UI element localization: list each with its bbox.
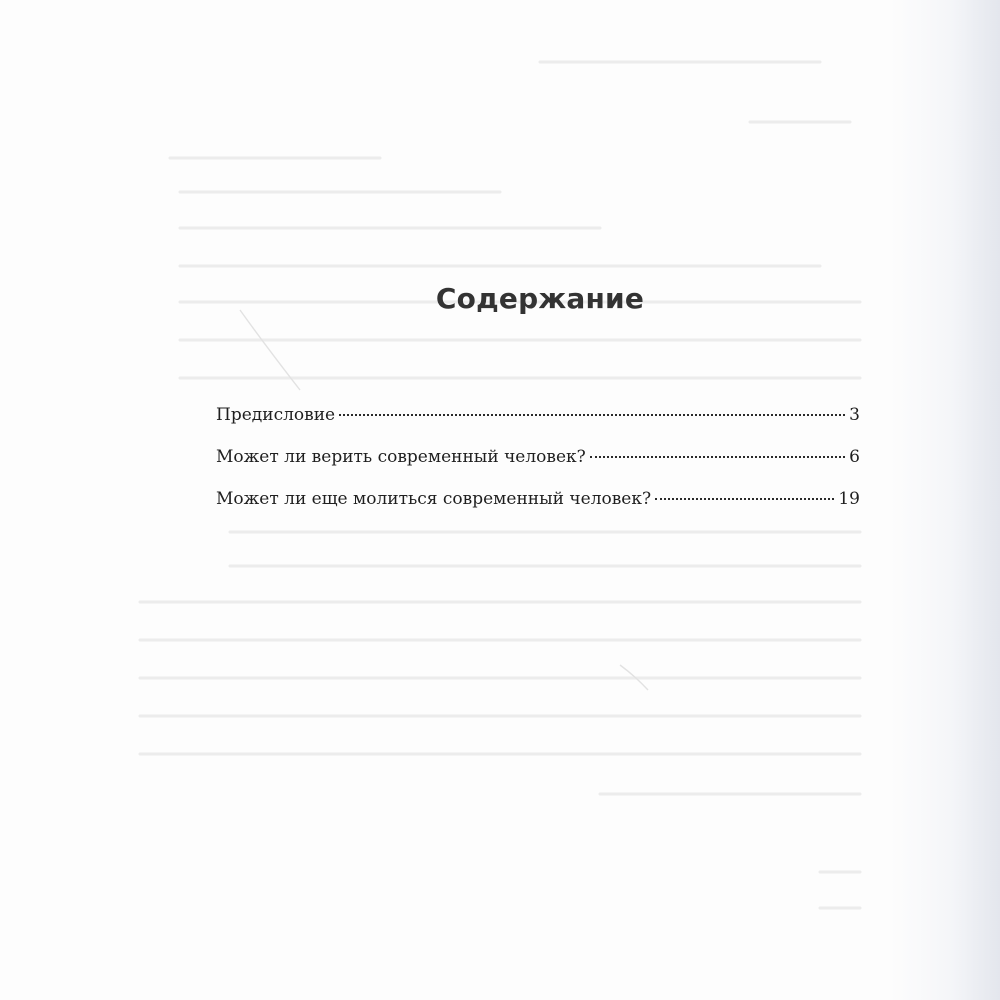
toc-entry-label: Может ли еще молиться современный человек?: [216, 489, 652, 509]
page-edge-shadow: [890, 0, 1000, 1000]
dot-leader: [339, 414, 845, 416]
toc-entry-page-number: 6: [849, 447, 860, 467]
dot-leader: [590, 456, 845, 458]
page-title: Содержание: [435, 282, 645, 315]
toc-entry-pray: [216, 489, 860, 531]
toc-entry-page-number: 3: [849, 405, 860, 425]
toc-entry-believe: [216, 447, 860, 489]
toc-entry-label: Может ли верить современный человек?: [216, 447, 586, 467]
table-of-contents: [216, 405, 860, 531]
toc-entry-page-number: 19: [838, 489, 860, 509]
toc-entry-label: Предисловие: [216, 405, 336, 425]
dot-leader: [655, 498, 834, 500]
toc-entry-preface: [216, 405, 860, 447]
